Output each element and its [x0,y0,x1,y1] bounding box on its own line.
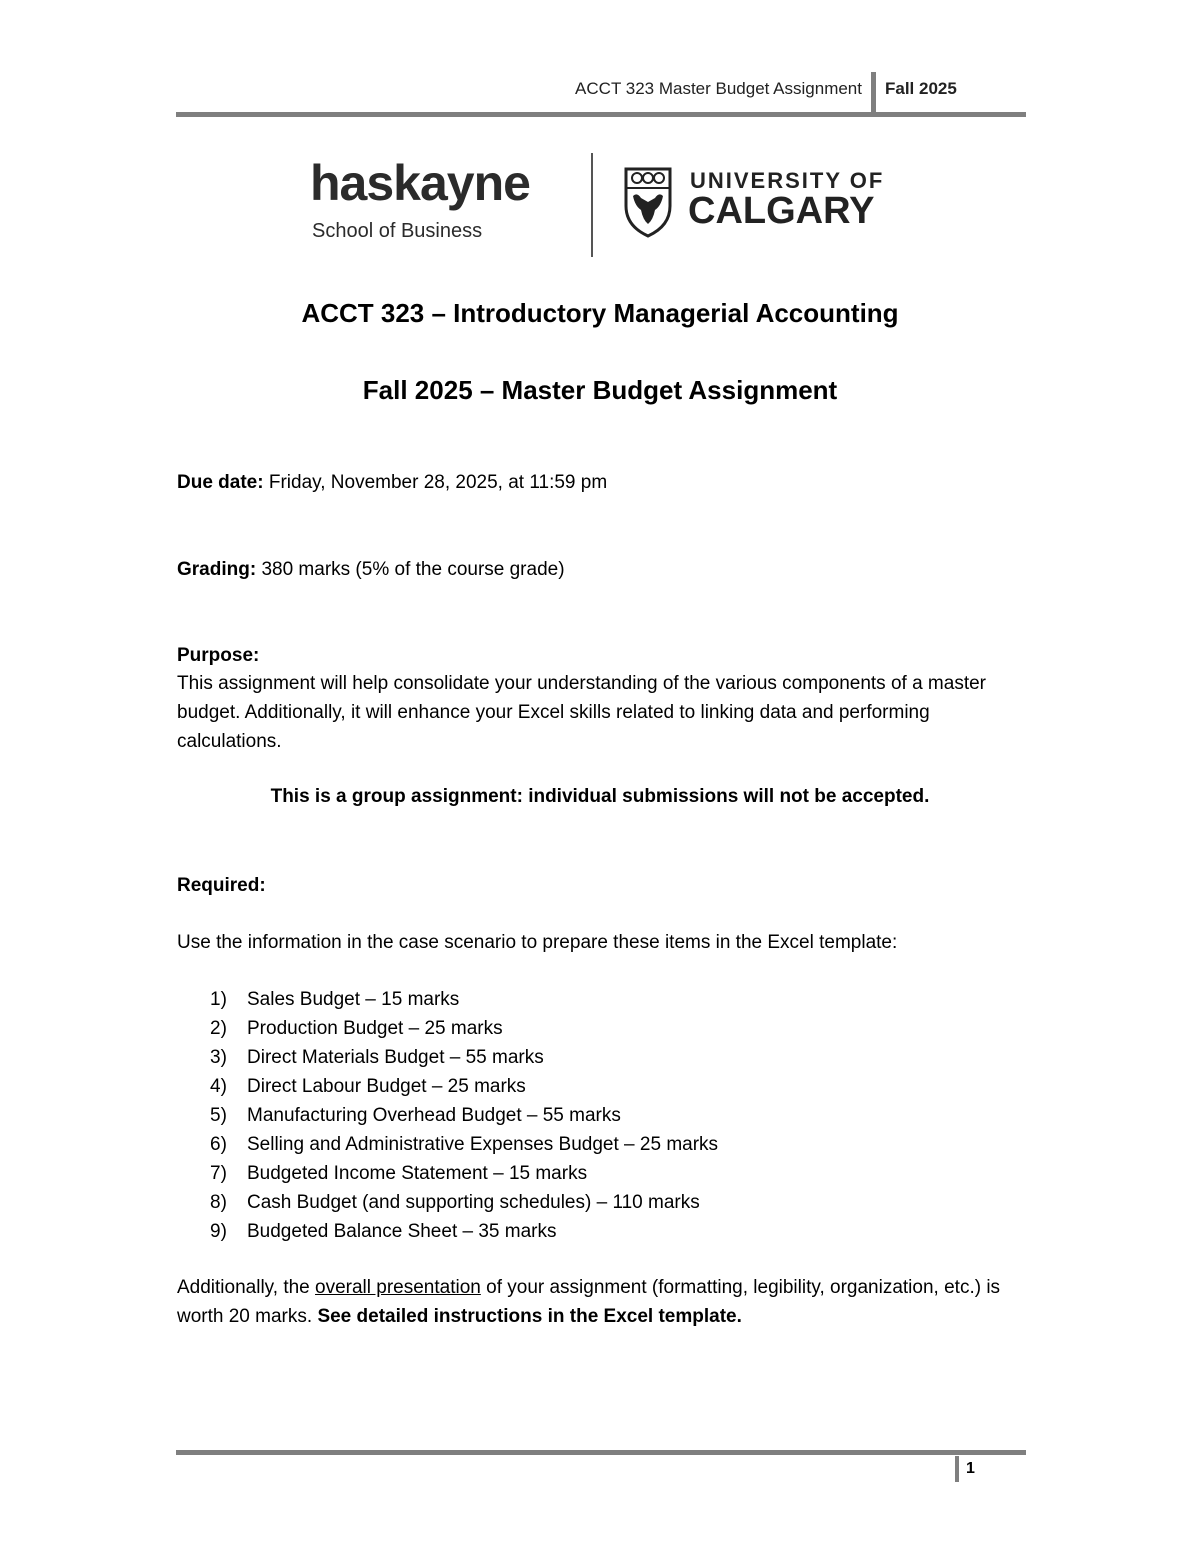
page-number: 1 [966,1460,975,1477]
list-item [210,1159,718,1188]
list-item [210,1014,718,1043]
list-item [210,985,718,1014]
list-item-number: 5) [210,1105,227,1126]
list-item-text: Selling and Administrative Expenses Budget – 25 marks [247,1134,719,1155]
presentation-note-underlined: overall presentation [315,1277,481,1298]
footer-separator [955,1456,959,1482]
list-item-number: 6) [210,1134,227,1155]
list-item [210,1043,718,1072]
purpose-heading: Purpose: [177,645,260,666]
required-intro: Use the information in the case scenario to prepare these items in the Excel template: [177,932,898,953]
list-item-number: 8) [210,1192,227,1213]
presentation-note-bold: See detailed instructions in the Excel template. [317,1306,742,1327]
due-date-label: Due date: [177,472,264,493]
list-item-text: Sales Budget – 15 marks [247,989,460,1010]
grading-value: 380 marks (5% of the course grade) [256,559,565,580]
list-item [210,1217,718,1246]
list-item-number: 9) [210,1221,227,1242]
list-item-text: Direct Labour Budget – 25 marks [247,1076,526,1097]
due-date [177,468,607,497]
list-item [210,1130,718,1159]
haskayne-logo-subtitle: School of Business [312,220,483,242]
header-term: Fall 2025 [885,79,957,98]
presentation-note-part2: of your assignment (formatting, legibility, organization, etc.) is worth 20 marks. [177,1277,1001,1327]
list-item-number: 3) [210,1047,227,1068]
list-item-text: Budgeted Balance Sheet – 35 marks [247,1221,557,1242]
grading-label: Grading: [177,559,257,580]
list-item-number: 7) [210,1163,227,1184]
required-items-list [210,985,718,1246]
uofc-logo-line2: CALGARY [688,190,875,232]
university-crest-icon [623,166,673,238]
required-heading: Required: [177,875,266,896]
due-date-value: Friday, November 28, 2025, at 11:59 pm [263,472,608,493]
haskayne-logo-wordmark: haskayne [310,155,530,211]
uofc-logo-line1: UNIVERSITY OF [690,168,885,193]
list-item-number: 2) [210,1018,227,1039]
header-doc-title: ACCT 323 Master Budget Assignment [575,79,862,98]
list-item [210,1188,718,1217]
list-item-text: Direct Materials Budget – 55 marks [247,1047,544,1068]
list-item-text: Budgeted Income Statement – 15 marks [247,1163,588,1184]
footer-rule [176,1450,1026,1455]
presentation-note [177,1273,1037,1331]
purpose-text: This assignment will help consolidate your understanding of the various components of a master budget. Additionally, it will enhance your Excel skills related to linking data and performing calculations. [177,673,986,752]
list-item-number: 4) [210,1076,227,1097]
header-rule [176,112,1026,117]
assignment-title: Fall 2025 – Master Budget Assignment [362,375,838,405]
list-item [210,1101,718,1130]
grading [177,555,565,584]
logo-divider [591,153,593,257]
list-item-text: Manufacturing Overhead Budget – 55 marks [247,1105,621,1126]
list-item [210,1072,718,1101]
course-title: ACCT 323 – Introductory Managerial Accounting [301,298,899,328]
group-assignment-note: This is a group assignment: individual submissions will not be accepted. [270,786,930,807]
presentation-note-part1: Additionally, the [177,1277,316,1298]
list-item-text: Cash Budget (and supporting schedules) – 110 marks [247,1192,700,1213]
list-item-text: Production Budget – 25 marks [247,1018,503,1039]
header-separator [871,72,876,114]
list-item-number: 1) [210,989,227,1010]
